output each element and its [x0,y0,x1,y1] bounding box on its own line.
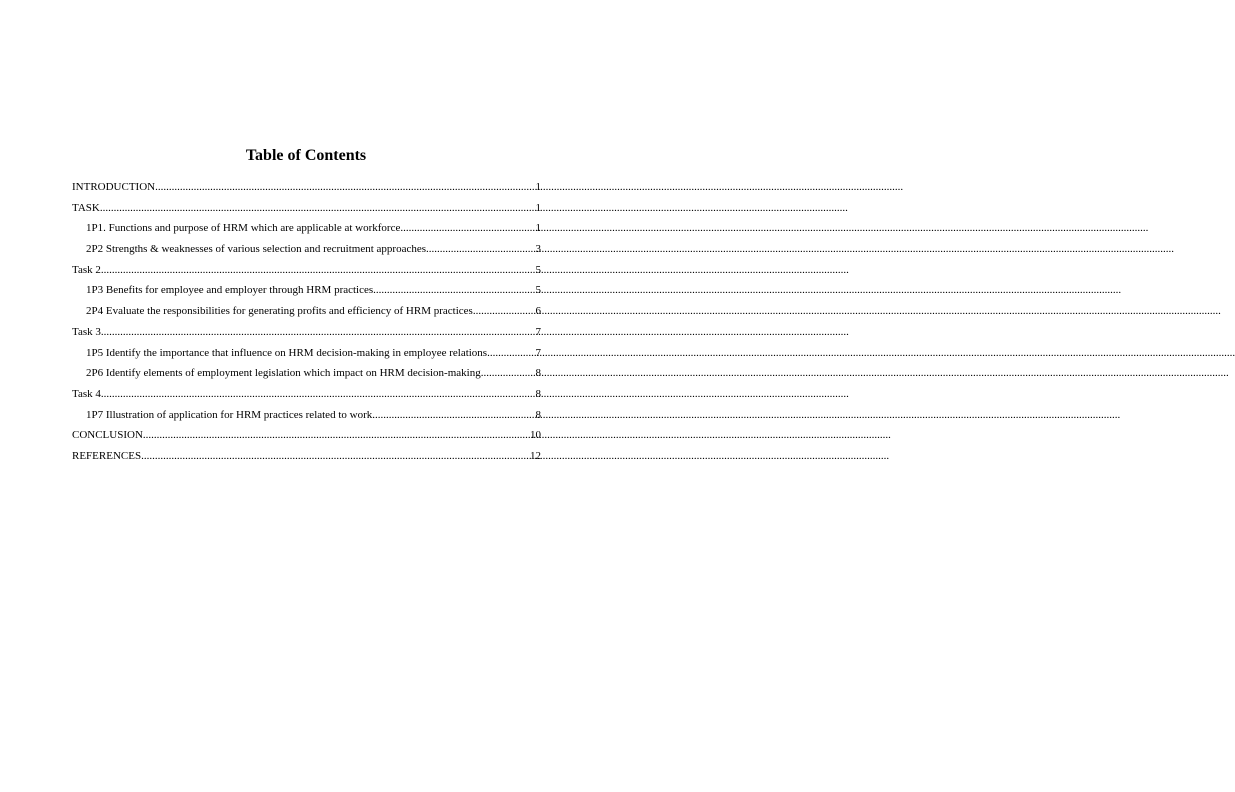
toc-page-number: 8 [535,387,541,400]
toc-page-number: 1 [535,181,541,193]
toc-page-number: 6 [535,305,541,318]
toc-entry-text: Task 2 [72,263,101,276]
toc-dot-leader [155,179,535,195]
toc-entry[interactable] [72,365,541,386]
toc-dot-leader [101,324,536,340]
toc-page-number: 7 [535,346,541,359]
toc-entry[interactable] [72,324,541,345]
toc-dot-leader [372,407,535,423]
toc-entry-text: 2P6 Identify elements of employment legislation which impact on HRM decision-making [86,367,481,380]
toc-dot-leader [101,386,536,402]
toc-dot-leader [101,262,536,278]
toc-entry-text: 2P4 Evaluate the responsibilities for generating profits and efficiency of HRM practices [86,305,473,318]
toc-entry[interactable] [72,241,541,262]
toc-entry[interactable] [72,427,541,448]
toc-entry-text: INTRODUCTION [72,181,156,193]
toc-entry[interactable] [72,282,541,303]
toc-entry[interactable] [72,448,541,469]
toc-entry-text: 1P7 Illustration of application for HRM practices related to work [86,408,373,421]
toc-list [72,179,541,469]
toc-entry-text: Task 3 [72,325,101,338]
toc-dot-leader [400,220,535,236]
toc-dot-leader [373,282,535,298]
toc-entry-text: 1P1. Functions and purpose of HRM which are applicable at workforce [86,222,401,235]
toc-page-number: 1 [535,222,541,235]
toc-page-number: 5 [535,284,541,297]
toc-entry-text: CONCLUSION [72,429,143,442]
toc-entry[interactable] [72,220,541,241]
toc-dot-leader [426,241,536,257]
document-page [0,0,612,792]
toc-entry[interactable] [72,200,541,221]
toc-dot-leader [487,345,535,361]
toc-entry[interactable] [72,179,541,200]
toc-dot-leader [141,448,530,464]
toc-entry-text: TASK [72,201,100,214]
toc-page-number: 10 [530,429,541,442]
toc-entry-text: 1P3 Benefits for employee and employer through HRM practices [86,284,374,297]
toc-page-number: 7 [535,325,541,338]
toc-page-number: 5 [535,263,541,276]
toc-entry[interactable] [72,407,541,428]
toc-entry-text: REFERENCES [72,449,142,462]
toc-title: Table of Contents [245,147,367,164]
toc-entry[interactable] [72,303,541,324]
toc-dot-leader [100,200,536,216]
toc-dot-leader [481,365,536,381]
toc-entry[interactable] [72,386,541,407]
toc-page-number: 12 [530,449,541,462]
toc-entry[interactable] [72,262,541,283]
toc-entry[interactable] [72,345,541,366]
toc-dot-leader [473,303,536,319]
toc-page-number: 1 [535,201,541,214]
toc-page-number: 3 [535,243,541,256]
toc-page-number: 8 [535,408,541,421]
toc-dot-leader [143,427,530,443]
toc-page-number: 8 [535,367,541,380]
toc-entry-text: 2P2 Strengths & weaknesses of various selection and recruitment approaches [86,243,426,256]
toc-entry-text: 1P5 Identify the importance that influence on HRM decision-making in employee relations [86,346,488,359]
toc-entry-text: Task 4 [72,387,101,400]
